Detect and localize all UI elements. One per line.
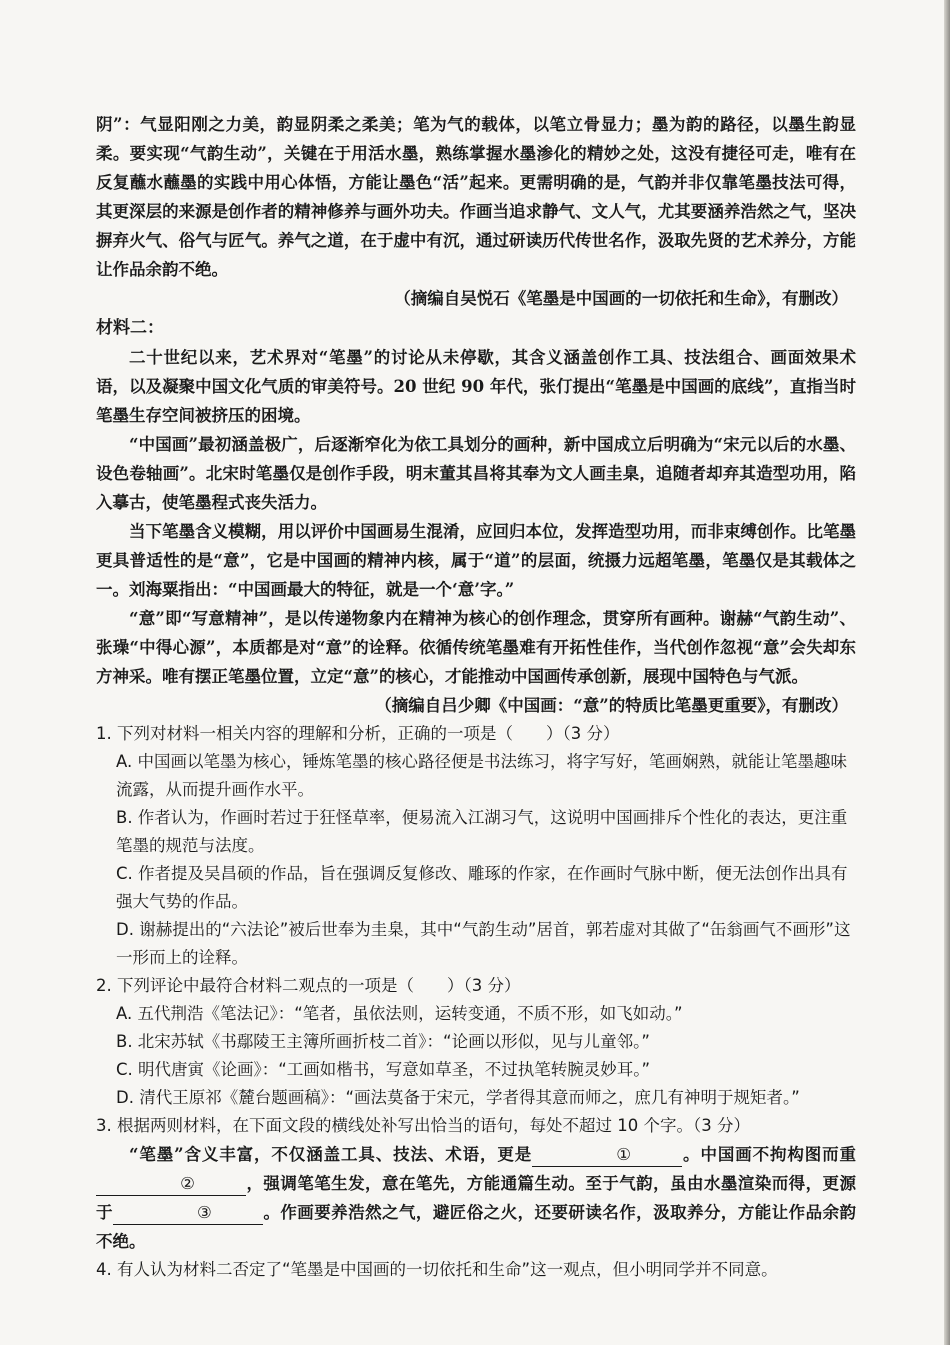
exam-content (96, 110, 856, 1284)
question-3-text-3: ，强调笔笔生发，意在笔先，方能通篇生动。至于气韵，虽由水墨渲染而得，更源于 (96, 1174, 856, 1222)
question-3-passage (96, 1140, 856, 1256)
question-1-option-c: C. 作者提及吴昌硕的作品，旨在强调反复修改、雕琢的作家，在作画时气脉中断，便无法创作出具有强大气势的作品。 (116, 864, 848, 911)
answer-blank-3[interactable]: ③ (113, 1202, 263, 1225)
question-2-option-b: B. 北宋苏轼《书鄢陵王主簿所画折枝二首》：“论画以形似，见与儿童邻。” (116, 1032, 650, 1051)
question-2-option-d: D. 清代王原祁《麓台题画稿》：“画法莫备于宋元，学者得其意而师之，庶几有神明于规矩者。” (116, 1088, 800, 1107)
material2-source: （摘编自吕少卿《中国画：“意”的特质比笔墨更重要》，有删改） (375, 696, 848, 715)
question-2-option-c: C. 明代唐寅《论画》：“工画如楷书，写意如草圣，不过执笔转腕灵妙耳。” (116, 1060, 651, 1079)
answer-blank-1[interactable]: ① (532, 1144, 682, 1167)
material2-paragraph-2: “中国画”最初涵盖极广，后逐渐窄化为依工具划分的画种，新中国成立后明确为“宋元以后的水墨、设色卷轴画”。北宋时笔墨仅是创作手段，明末董其昌将其奉为文人画圭臬，追随者却弃其造型功用，陷入摹古，使笔墨程式丧失活力。 (96, 435, 856, 512)
question-1-option-d: D. 谢赫提出的“六法论”被后世奉为圭臬，其中“气韵生动”居首，郭若虚对其做了“缶翁画气不画形”这一形而上的诠释。 (116, 920, 851, 967)
question-2-stem: 2. 下列评论中最符合材料二观点的一项是（ ）（3 分） (96, 976, 521, 995)
material2-paragraph-3: 当下笔墨含义模糊，用以评价中国画易生混淆，应回归本位，发挥造型功用，而非束缚创作。比笔墨更具普适性的是“意”，它是中国画的精神内核，属于“道”的层面，统摄力远超笔墨，笔墨仅是其载体之一。刘海粟指出：“中国画最大的特征，就是一个‘意’字。” (96, 522, 856, 599)
question-1-option-b: B. 作者认为，作画时若过于狂怪草率，便易流入江湖习气，这说明中国画排斥个性化的表达，更注重笔墨的规范与法度。 (116, 808, 848, 855)
question-3-text-2: 。中国画不拘构图而重 (682, 1145, 856, 1164)
question-1-stem: 1. 下列对材料一相关内容的理解和分析，正确的一项是（ ）（3 分） (96, 724, 620, 743)
scan-edge (944, 0, 950, 1345)
question-4-stem: 4. 有人认为材料二否定了“笔墨是中国画的一切依托和生命”这一观点，但小明同学并不同意。 (96, 1260, 778, 1279)
material2-paragraph-4: “意”即“写意精神”，是以传递物象内在精神为核心的创作理念，贯穿所有画种。谢赫“气韵生动”、张璪“中得心源”，本质都是对“意”的诠释。依循传统笔墨难有开拓性佳作，当代创作忽视“意”会失却东方神采。唯有摆正笔墨位置，立定“意”的核心，才能推动中国画传承创新，展现中国特色与气派。 (96, 609, 856, 686)
material2-paragraph-1: 二十世纪以来，艺术界对“笔墨”的讨论从未停歇，其含义涵盖创作工具、技法组合、画面效果术语，以及凝聚中国文化气质的审美符号。20 世纪 90 年代，张仃提出“笔墨是中国画的底线”，直指当时笔墨生存空间被挤压的困境。 (96, 348, 856, 425)
material1-source: （摘编自吴悦石《笔墨是中国画的一切依托和生命》，有删改） (394, 289, 848, 308)
material1-paragraph: 阴”：气显阳刚之力美，韵显阴柔之柔美；笔为气的载体，以笔立骨显力；墨为韵的路径，以墨生韵显柔。要实现“气韵生动”，关键在于用活水墨，熟练掌握水墨渗化的精妙之处，这没有捷径可走，唯有在反复蘸水蘸墨的实践中用心体悟，方能让墨色“活”起来。更需明确的是，气韵并非仅靠笔墨技法可得，其更深层的来源是创作者的精神修养与画外功夫。作画当追求静气、文人气，尤其要涵养浩然之气，坚决摒弃火气、俗气与匠气。养气之道，在于虚中有沉，通过研读历代传世名作，汲取先贤的艺术养分，方能让作品余韵不绝。 (96, 115, 856, 279)
question-1-option-a: A. 中国画以笔墨为核心，锤炼笔墨的核心路径便是书法练习，将字写好，笔画娴熟，就能让笔墨趣味流露，从而提升画作水平。 (116, 752, 847, 799)
question-2-option-a: A. 五代荆浩《笔法记》：“笔者，虽依法则，运转变通，不质不形，如飞如动。” (116, 1004, 683, 1023)
material2-heading: 材料二： (96, 318, 164, 338)
question-3-text-1: “笔墨”含义丰富，不仅涵盖工具、技法、术语，更是 (129, 1145, 533, 1164)
answer-blank-2[interactable]: ② (96, 1173, 246, 1196)
question-3-stem: 3. 根据两则材料，在下面文段的横线处补写出恰当的语句，每处不超过 10 个字。（3 分） (96, 1116, 750, 1135)
question-3-text-4: 。作画要养浩然之气，避匠俗之火，还要研读名作，汲取养分，方能让作品余韵不绝。 (96, 1203, 857, 1251)
